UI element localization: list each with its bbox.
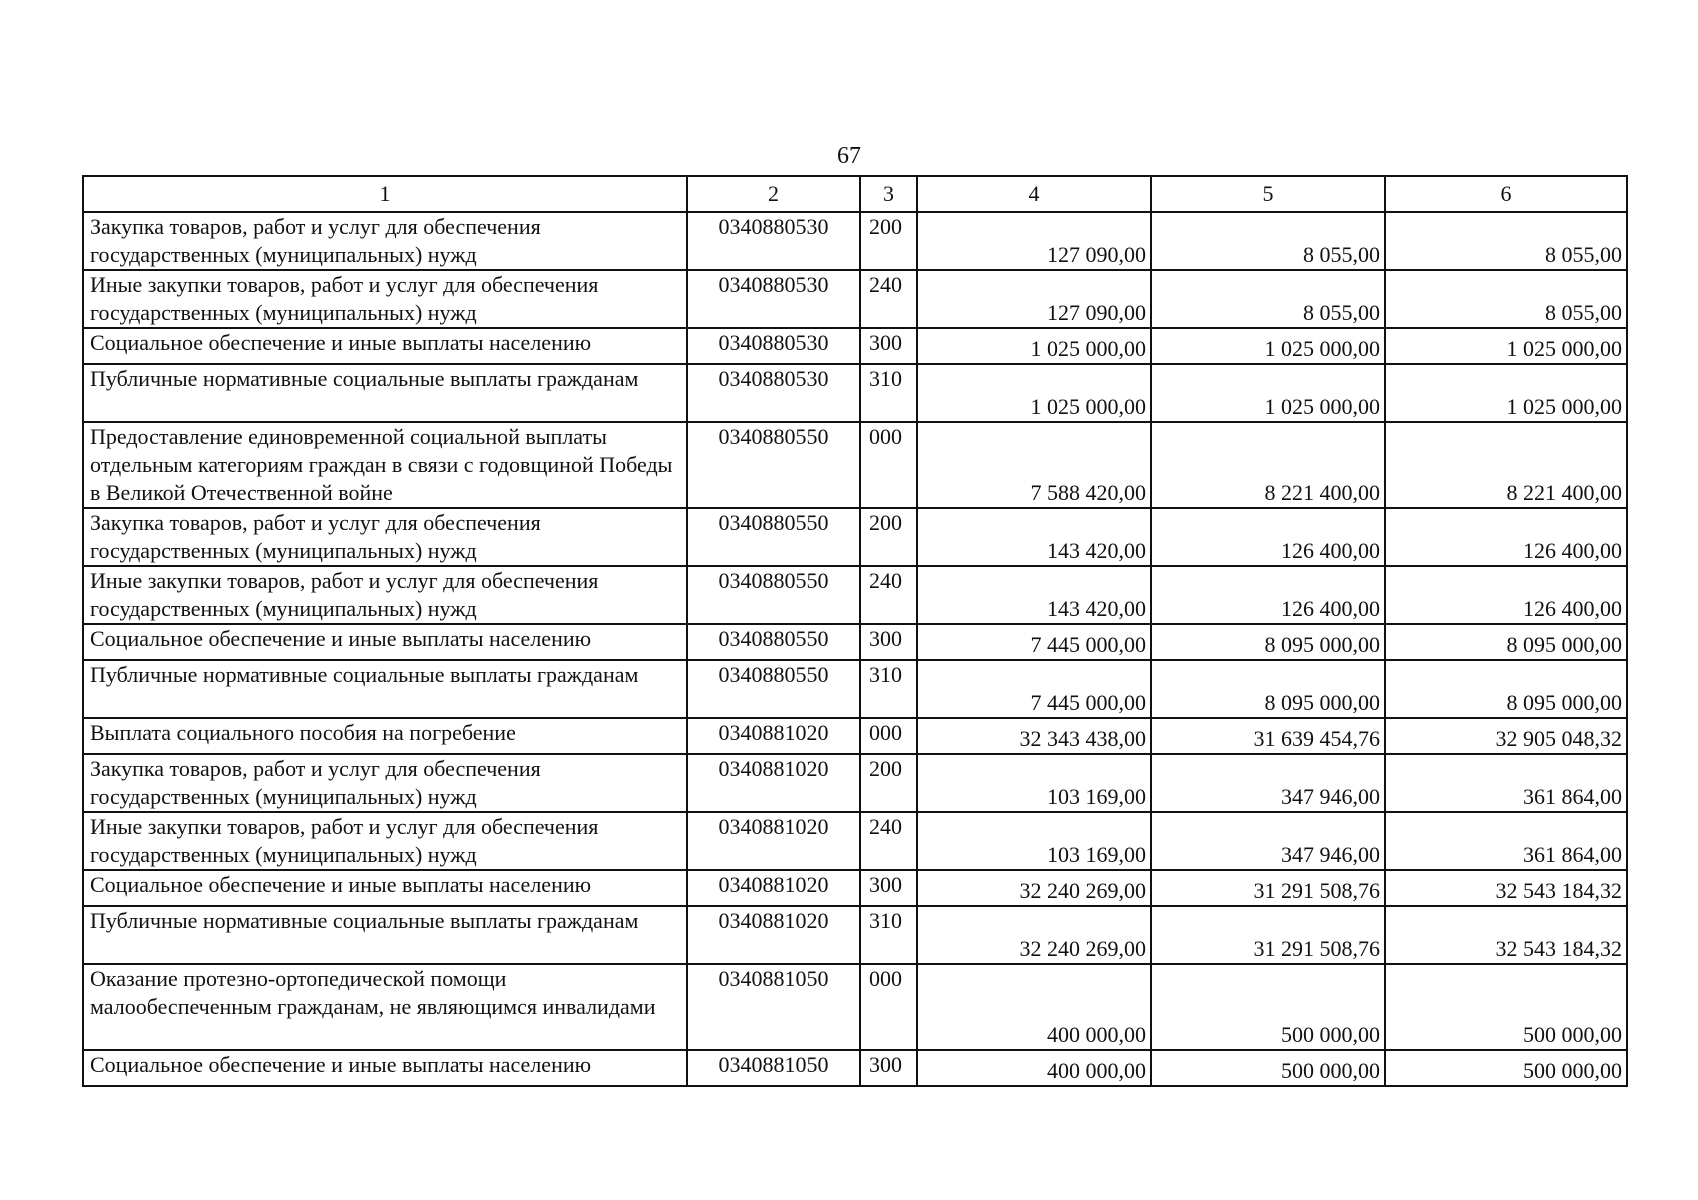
table-row [83,718,1627,754]
row-vr-code: 000 [860,422,917,508]
row-csr-code: 0340880550 [687,422,860,508]
row-csr-code: 0340881020 [687,718,860,754]
row-amount-6: 8 095 000,00 [1385,624,1627,660]
row-amount-5: 500 000,00 [1151,964,1385,1050]
row-amount-6: 1 025 000,00 [1385,328,1627,364]
row-amount-6: 8 221 400,00 [1385,422,1627,508]
row-amount-5: 8 095 000,00 [1151,624,1385,660]
budget-table [82,175,1628,1087]
row-amount-6: 8 095 000,00 [1385,660,1627,718]
row-amount-4: 103 169,00 [917,812,1151,870]
row-amount-6: 8 055,00 [1385,270,1627,328]
row-vr-code: 240 [860,812,917,870]
header-row [83,176,1627,212]
row-amount-4: 32 240 269,00 [917,870,1151,906]
row-amount-4: 1 025 000,00 [917,364,1151,422]
row-amount-4: 7 445 000,00 [917,660,1151,718]
row-amount-6: 32 905 048,32 [1385,718,1627,754]
table-row [83,566,1627,624]
column-header-1: 1 [83,176,687,212]
row-csr-code: 0340881020 [687,754,860,812]
row-name: Социальное обеспечение и иные выплаты населению [83,1050,687,1086]
row-amount-4: 127 090,00 [917,270,1151,328]
table-row [83,906,1627,964]
row-amount-5: 126 400,00 [1151,566,1385,624]
row-amount-4: 143 420,00 [917,508,1151,566]
row-amount-5: 8 221 400,00 [1151,422,1385,508]
row-name: Иные закупки товаров, работ и услуг для обеспечения государственных (муниципальных) нужд [83,270,687,328]
row-csr-code: 0340881020 [687,906,860,964]
row-amount-4: 1 025 000,00 [917,328,1151,364]
table-row [83,812,1627,870]
row-amount-5: 31 639 454,76 [1151,718,1385,754]
row-amount-4: 32 343 438,00 [917,718,1151,754]
row-csr-code: 0340880530 [687,270,860,328]
row-amount-6: 361 864,00 [1385,754,1627,812]
row-vr-code: 240 [860,566,917,624]
column-header-3: 3 [860,176,917,212]
table-row [83,624,1627,660]
row-vr-code: 300 [860,328,917,364]
row-csr-code: 0340880550 [687,624,860,660]
row-vr-code: 300 [860,1050,917,1086]
row-amount-6: 361 864,00 [1385,812,1627,870]
table-row [83,754,1627,812]
row-amount-5: 500 000,00 [1151,1050,1385,1086]
row-amount-5: 8 055,00 [1151,212,1385,270]
table-row [83,328,1627,364]
row-amount-6: 1 025 000,00 [1385,364,1627,422]
row-amount-5: 1 025 000,00 [1151,328,1385,364]
row-amount-4: 103 169,00 [917,754,1151,812]
row-amount-6: 32 543 184,32 [1385,870,1627,906]
row-amount-4: 7 445 000,00 [917,624,1151,660]
row-amount-6: 126 400,00 [1385,508,1627,566]
row-vr-code: 200 [860,508,917,566]
row-name: Закупка товаров, работ и услуг для обеспечения государственных (муниципальных) нужд [83,508,687,566]
row-amount-5: 31 291 508,76 [1151,906,1385,964]
row-amount-6: 126 400,00 [1385,566,1627,624]
table-row [83,870,1627,906]
row-amount-5: 347 946,00 [1151,812,1385,870]
table-row [83,1050,1627,1086]
row-amount-6: 500 000,00 [1385,964,1627,1050]
row-amount-6: 500 000,00 [1385,1050,1627,1086]
row-name: Социальное обеспечение и иные выплаты населению [83,624,687,660]
row-vr-code: 000 [860,964,917,1050]
row-amount-5: 1 025 000,00 [1151,364,1385,422]
table-row [83,212,1627,270]
row-amount-5: 347 946,00 [1151,754,1385,812]
row-csr-code: 0340880530 [687,328,860,364]
row-vr-code: 310 [860,364,917,422]
table-row [83,270,1627,328]
row-amount-4: 127 090,00 [917,212,1151,270]
row-csr-code: 0340881050 [687,964,860,1050]
row-csr-code: 0340881050 [687,1050,860,1086]
row-amount-5: 31 291 508,76 [1151,870,1385,906]
row-name: Закупка товаров, работ и услуг для обеспечения государственных (муниципальных) нужд [83,754,687,812]
row-vr-code: 240 [860,270,917,328]
table-row [83,422,1627,508]
row-amount-6: 32 543 184,32 [1385,906,1627,964]
row-vr-code: 300 [860,870,917,906]
row-name: Оказание протезно-ортопедической помощи малообеспеченным гражданам, не являющимся инвалидами [83,964,687,1050]
row-amount-5: 126 400,00 [1151,508,1385,566]
row-name: Публичные нормативные социальные выплаты гражданам [83,660,687,718]
row-amount-5: 8 055,00 [1151,270,1385,328]
row-csr-code: 0340880530 [687,212,860,270]
row-vr-code: 200 [860,212,917,270]
row-vr-code: 000 [860,718,917,754]
row-amount-4: 32 240 269,00 [917,906,1151,964]
row-vr-code: 310 [860,660,917,718]
row-csr-code: 0340881020 [687,812,860,870]
column-header-2: 2 [687,176,860,212]
row-csr-code: 0340880550 [687,566,860,624]
row-name: Социальное обеспечение и иные выплаты населению [83,870,687,906]
row-name: Публичные нормативные социальные выплаты гражданам [83,906,687,964]
row-name: Выплата социального пособия на погребение [83,718,687,754]
column-header-4: 4 [917,176,1151,212]
row-csr-code: 0340880550 [687,508,860,566]
page-number: 67 [837,143,861,169]
row-vr-code: 300 [860,624,917,660]
row-vr-code: 310 [860,906,917,964]
row-name: Иные закупки товаров, работ и услуг для обеспечения государственных (муниципальных) нужд [83,566,687,624]
row-name: Закупка товаров, работ и услуг для обеспечения государственных (муниципальных) нужд [83,212,687,270]
row-csr-code: 0340880530 [687,364,860,422]
table-row [83,660,1627,718]
row-amount-4: 143 420,00 [917,566,1151,624]
table-row [83,364,1627,422]
row-name: Предоставление единовременной социальной выплаты отдельным категориям граждан в связи с годовщиной Победы в Великой Отечественной войне [83,422,687,508]
column-header-5: 5 [1151,176,1385,212]
table-row [83,508,1627,566]
row-amount-5: 8 095 000,00 [1151,660,1385,718]
row-amount-4: 400 000,00 [917,1050,1151,1086]
row-csr-code: 0340880550 [687,660,860,718]
row-amount-4: 7 588 420,00 [917,422,1151,508]
row-name: Иные закупки товаров, работ и услуг для обеспечения государственных (муниципальных) нужд [83,812,687,870]
row-vr-code: 200 [860,754,917,812]
row-name: Социальное обеспечение и иные выплаты населению [83,328,687,364]
row-csr-code: 0340881020 [687,870,860,906]
table-row [83,964,1627,1050]
row-amount-6: 8 055,00 [1385,212,1627,270]
row-amount-4: 400 000,00 [917,964,1151,1050]
row-name: Публичные нормативные социальные выплаты гражданам [83,364,687,422]
column-header-6: 6 [1385,176,1627,212]
